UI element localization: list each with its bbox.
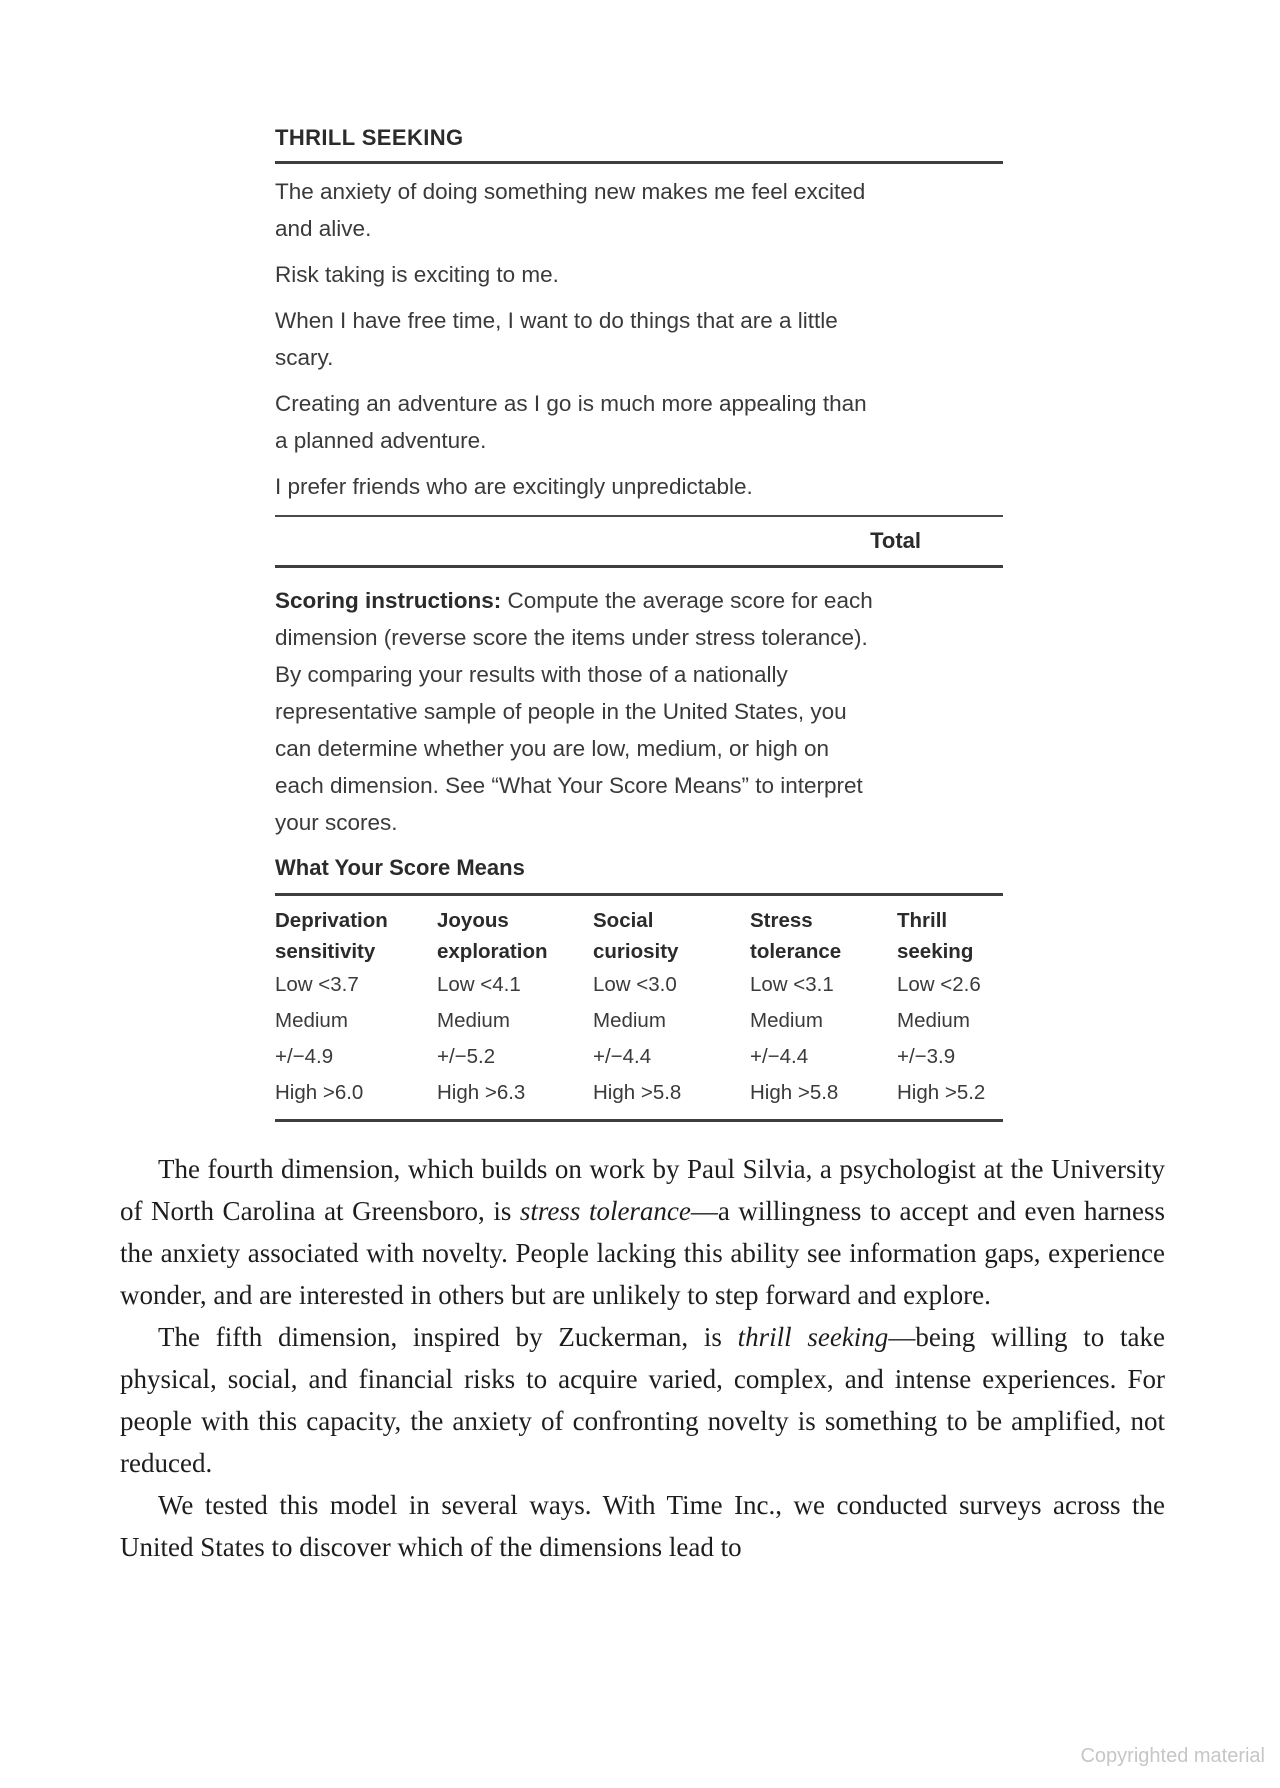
high-cell: High >5.8 bbox=[750, 1081, 839, 1104]
italic-term: stress tolerance bbox=[519, 1196, 691, 1226]
survey-item bbox=[275, 468, 1003, 505]
scoring-instructions bbox=[275, 582, 1003, 841]
scoring-line: dimension (reverse score the items under stress tolerance). bbox=[275, 625, 868, 650]
table-column-thrill-seeking bbox=[897, 905, 1003, 1111]
survey-item-line: Risk taking is exciting to me. bbox=[275, 262, 559, 287]
survey-item-line: and alive. bbox=[275, 216, 372, 241]
range-cell: +/−4.4 bbox=[593, 1045, 652, 1068]
survey-item bbox=[275, 256, 1003, 293]
column-header: Thrill seeking bbox=[897, 909, 974, 963]
survey-item-line: The anxiety of doing something new makes me feel excited bbox=[275, 179, 866, 204]
body-paragraph: We tested this model in several ways. With Time Inc., we conducted surveys across the United States to discover which of the dimensions lead to bbox=[120, 1490, 1165, 1562]
body-paragraph: The fourth dimension, which builds on work by Paul Silvia, a psychologist at the University of North Carolina at Greensboro, is stress tolerance—a willingness to accept and even harness the anxiety associated with novelty. People lacking this ability see information gaps, experience wonder, and are interested in others but are unlikely to step forward and explore. bbox=[120, 1154, 1165, 1310]
high-cell: High >6.0 bbox=[275, 1081, 364, 1104]
copyright-watermark: Copyrighted material bbox=[1080, 1745, 1265, 1767]
italic-term: thrill seeking bbox=[737, 1322, 889, 1352]
scoring-line: Scoring instructions: Compute the average score for each bbox=[275, 588, 873, 613]
survey-item-line: scary. bbox=[275, 345, 334, 370]
survey-item bbox=[275, 385, 1003, 459]
body-text bbox=[120, 1148, 1165, 1568]
column-header: Deprivation sensitivity bbox=[275, 909, 388, 963]
survey-item bbox=[275, 302, 1003, 376]
high-cell: High >5.8 bbox=[593, 1081, 682, 1104]
score-table bbox=[275, 893, 1003, 1122]
table-column-social-curiosity bbox=[593, 905, 750, 1111]
range-cell: +/−5.2 bbox=[437, 1045, 496, 1068]
survey-heading: THRILL SEEKING bbox=[275, 124, 1003, 164]
low-cell: Low <3.1 bbox=[750, 973, 834, 996]
survey-item-line: Creating an adventure as I go is much more appealing than bbox=[275, 391, 867, 416]
table-column-deprivation-sensitivity bbox=[275, 905, 437, 1111]
column-header: Social curiosity bbox=[593, 909, 679, 963]
scoring-line: your scores. bbox=[275, 810, 398, 835]
survey-item-line: I prefer friends who are excitingly unpredictable. bbox=[275, 474, 753, 499]
range-cell: +/−4.4 bbox=[750, 1045, 809, 1068]
low-cell: Low <3.7 bbox=[275, 973, 359, 996]
low-cell: Low <2.6 bbox=[897, 973, 981, 996]
survey-item-line: a planned adventure. bbox=[275, 428, 487, 453]
high-cell: High >6.3 bbox=[437, 1081, 526, 1104]
medium-cell: Medium bbox=[750, 1009, 823, 1032]
scoring-label: Scoring instructions: bbox=[275, 588, 502, 613]
range-cell: +/−3.9 bbox=[897, 1045, 956, 1068]
low-cell: Low <3.0 bbox=[593, 973, 677, 996]
survey-item-line: When I have free time, I want to do things that are a little bbox=[275, 308, 838, 333]
scoring-line: each dimension. See “What Your Score Means” to interpret bbox=[275, 773, 863, 798]
medium-cell: Medium bbox=[437, 1009, 510, 1032]
range-cell: +/−4.9 bbox=[275, 1045, 334, 1068]
table-column-joyous-exploration bbox=[437, 905, 593, 1111]
total-label: Total bbox=[275, 517, 1003, 568]
score-table-title: What Your Score Means bbox=[275, 855, 525, 880]
thrill-seeking-survey bbox=[275, 124, 1003, 1122]
body-paragraph: The fifth dimension, inspired by Zuckerman, is thrill seeking—being willing to take physical, social, and financial risks to acquire varied, complex, and intense experiences. For people with this capacity, the anxiety of confronting novelty is something to be amplified, not reduced. bbox=[120, 1322, 1165, 1478]
table-column-stress-tolerance bbox=[750, 905, 897, 1111]
scoring-line: By comparing your results with those of a nationally bbox=[275, 662, 788, 687]
column-header: Joyous exploration bbox=[437, 909, 548, 963]
medium-cell: Medium bbox=[897, 1009, 970, 1032]
column-header: Stress tolerance bbox=[750, 909, 842, 963]
scoring-line: can determine whether you are low, medium, or high on bbox=[275, 736, 830, 761]
scoring-line: representative sample of people in the United States, you bbox=[275, 699, 847, 724]
medium-cell: Medium bbox=[593, 1009, 666, 1032]
low-cell: Low <4.1 bbox=[437, 973, 521, 996]
medium-cell: Medium bbox=[275, 1009, 348, 1032]
survey-item bbox=[275, 173, 1003, 247]
high-cell: High >5.2 bbox=[897, 1081, 986, 1104]
